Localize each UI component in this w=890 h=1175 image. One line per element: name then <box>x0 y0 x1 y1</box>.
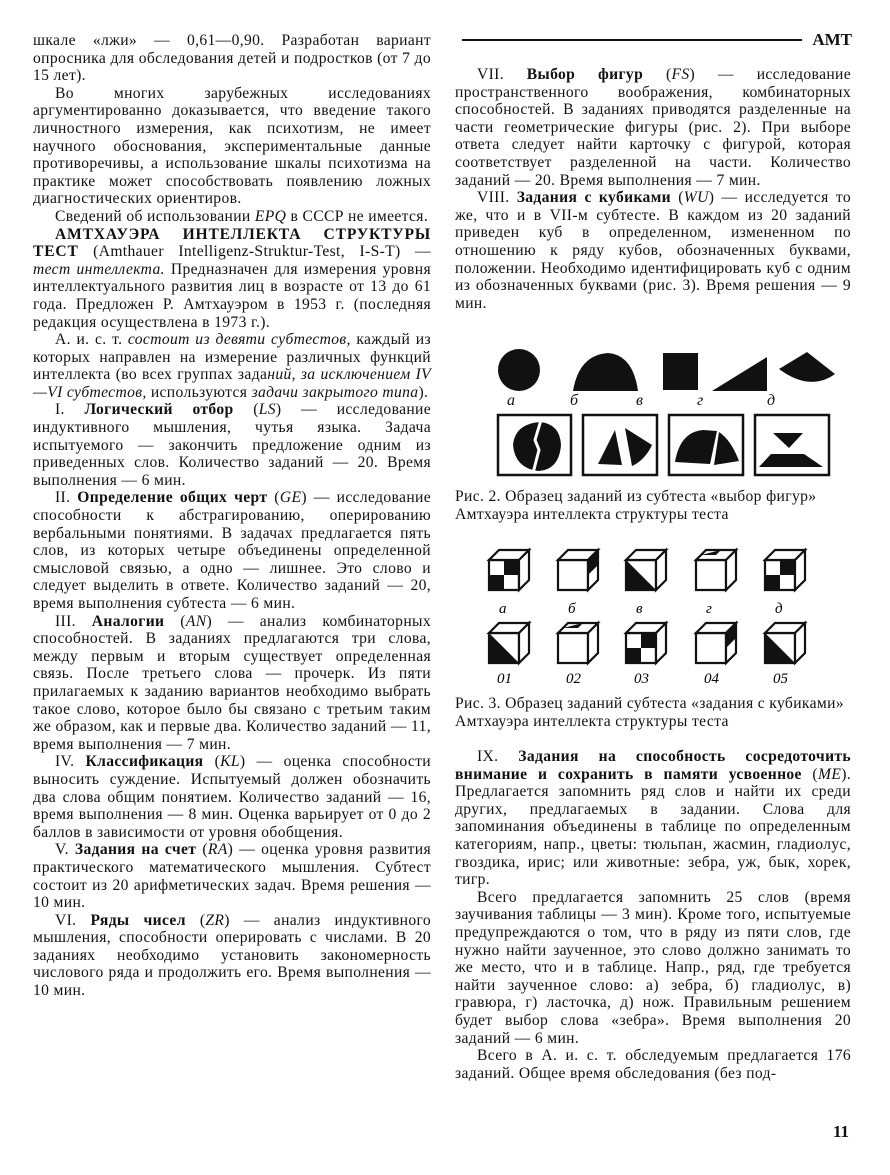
reference-cube <box>558 550 598 590</box>
text-run: задачи закрытого типа <box>251 383 419 401</box>
text-run: ( <box>185 911 206 929</box>
text-run: FS <box>671 66 690 83</box>
subtest-title: Задания с кубиками <box>516 189 672 207</box>
figure-3-answer-label: 02 <box>566 671 581 687</box>
text-run: каждый из которых направлен на измерение различных функций интеллекта (во всех группах зада <box>33 331 431 384</box>
reference-cube <box>765 550 805 590</box>
text-run: ZR <box>205 911 225 929</box>
answer-cube <box>489 623 529 663</box>
text-run: ( <box>196 841 208 859</box>
reference-cube <box>696 550 736 590</box>
answer-cube <box>558 623 598 663</box>
text-run: ) — исследование пространственного воображения, комбинаторных способностей. В заданиях приводятся разделенные на части геометрические фигуры (рис. 2). При выборе ответа следует найти карточку с фигурой, которая соответствует разделенной на части. Количество заданий — 20. Время выполнения — 7 мин. <box>455 66 852 189</box>
text-run: ) — оценка способности выносить суждение. Испытуемый должен обозначить два слова общим понятием. Количество заданий — 16, время выполнения — 8 мин. Оценка варьирует от 0 до 2 баллов в зависимости от уровня обобщения. <box>33 753 431 841</box>
subtest-title: Задания на счет <box>74 841 197 859</box>
paragraph <box>33 489 431 612</box>
text-run: AN <box>185 612 207 630</box>
text-run: ) — исследуется то же, что и в VII-м субтесте. В каждом из 20 заданий приведен куб в определенном, измененном по отношению к ряду кубов, обозначенных буквами, положении. Необходимо идентифицировать куб с одним из обозначенных буквами (рис. 3). Время решения — 9 мин. <box>455 189 851 312</box>
text-run: WU <box>683 189 709 207</box>
text-run: I. <box>55 401 85 419</box>
paragraph <box>455 66 851 189</box>
paragraph <box>33 85 431 208</box>
page-number: 11 <box>833 1122 850 1141</box>
text-run: ( <box>164 612 186 630</box>
text-run: II. <box>55 489 78 507</box>
paragraph <box>455 748 851 889</box>
text-run: VIII. <box>477 189 517 207</box>
answer-cube <box>626 623 666 663</box>
text-run: ) — оценка уровня развития практического математического мышления. Субтест состоит из 20 арифметических задач. Время решения — 10 мин. <box>33 841 432 912</box>
reference-cube <box>626 550 666 590</box>
figure-3-label: д <box>775 601 783 617</box>
paragraph <box>33 753 431 841</box>
text-run: тест интеллекта. <box>33 260 165 278</box>
shape-g-triangle <box>712 357 767 391</box>
text-run: состоит из девяти субтестов, <box>127 331 351 349</box>
figure-2-caption: Рис. 2. Образец заданий из субтеста «выбор фигур» Амтхауэра интеллекта структуры теста <box>455 488 817 523</box>
text-run: шкале «лжи» — 0,61—0,90. Разработан вариант опросника для обследования детей и подростков (от 7 до 15 лет). <box>33 32 431 85</box>
paragraph <box>33 613 431 754</box>
answer-card-1 <box>498 415 571 475</box>
figure-2-label-b: б <box>570 392 579 409</box>
subtest-title: Определение общих черт <box>77 489 268 507</box>
text-run: ( <box>671 189 684 207</box>
text-run: А. и. с. т. <box>55 331 128 349</box>
text-run: RA <box>207 841 228 859</box>
subtest-title: Логический отбор <box>84 401 234 419</box>
subtest-title: Аналогии <box>91 612 165 630</box>
text-run: Всего предлагается запомнить 25 слов (время заучивания таблицы — 3 мин). Кроме того, испытуемые предупреждаются о том, что в ряду из пяти слов, где нужно найти заученное, это слово должно занимать то же место, что и в таблице. Напр., ряд, где требуется найти заученное слово: а) зебра, б) гладиолус, в) гравюра, г) ласточка, д) нож. Правильным решением будет выбор слова «зебра». Время выполнения 20 заданий — 6 мин. <box>455 888 851 1047</box>
paragraph <box>455 1047 851 1082</box>
text-run: III. <box>55 612 92 630</box>
text-run: Во многих зарубежных исследованиях аргументированно доказывается, что введение такого личностного измерения, как психотизм, не имеет научного обоснования, экспериментальные данные противоречивы, а использование шкалы психотизма на практике может способствовать появлению ложных диагностических ориентиров. <box>33 84 431 208</box>
text-run: ) — анализ комбинаторных способностей. В заданиях предлагаются три слова, между первым и вторым существует определенная связь. После третьего слова — прочерк. Из пяти прилагаемых к заданию вариантов необходимо выбрать такое слово, которое было бы связано с третьим таким же образом, как и первые два. Количество заданий — 11, время выполнения — 7 мин. <box>33 612 432 753</box>
text-run: ) — исследование индуктивного мышления, чутья языка. Задача испытуемого — закончить предложение одним из приведенных слов. Количество заданий — 20. Время выполнения — 6 мин. <box>33 401 432 489</box>
text-run: IX. <box>477 748 519 765</box>
text-run: ( <box>267 489 280 507</box>
text-run: в СССР не имеется. <box>286 207 429 225</box>
figure-3-cubes <box>455 545 855 690</box>
figure-3-answer-label: 01 <box>497 671 512 687</box>
subtest-title: Задания на способность сосредоточить внимание и сохранить в памяти усвоенное <box>455 748 852 783</box>
left-column <box>33 32 431 1000</box>
text-run: LS <box>258 401 276 419</box>
answer-card-4 <box>755 415 829 475</box>
text-run: ). Предлагается запомнить ряд слов и найти их среди других, предлагаемых в задании. Слова для запоминания объединены в таблице по определенным категориям, напр., цветы: тюльпан, жасмин, гладиолус, гвоздика, ирис; или животные: зебра, уж, бык, хорек, тигр. <box>455 765 851 889</box>
shape-d-sector <box>779 352 835 382</box>
paragraph <box>33 841 431 911</box>
figure-3-label: в <box>636 601 643 617</box>
text-run: EPQ <box>254 207 287 225</box>
text-run: GE <box>279 489 302 507</box>
figure-3 <box>455 545 855 690</box>
answer-cube <box>765 623 805 663</box>
figure-3-label: г <box>706 601 712 617</box>
running-head <box>462 30 852 50</box>
figure-2-shapes <box>455 340 855 490</box>
running-head-text: АМТ <box>812 30 852 49</box>
text-run: ( <box>203 753 221 771</box>
text-run: (Amthauer Intelligenz-Struktur-Test, I-S-T) — <box>78 243 431 261</box>
figure-2-label-g: г <box>697 392 704 409</box>
shape-a-circle <box>498 349 540 391</box>
text-run: используются <box>146 383 252 401</box>
shape-v-square <box>663 353 698 390</box>
text-run: ний, за исключением IV—VI субтестов, <box>33 366 431 401</box>
text-run: ) — исследование способности к абстрагированию, оперированию вербальными понятиями. В задачах предлагается пять слов, из которых четыре объединены определенной смысловой связью, а одно — лишнее. Это слово и следует выделить в ответе. Количество заданий — 20, время выполнения субтеста — 6 мин. <box>33 489 431 612</box>
text-run: Сведений об использовании <box>55 207 255 225</box>
text-run: ( <box>643 66 672 83</box>
figure-3-answer-label: 03 <box>634 671 649 687</box>
text-run: Предназначен для измерения уровня интеллектуального развития лиц в возрасте от 13 до 61 года. Предложен Р. Амтхауэром в 1953 г. (последняя редакция осуществлена в 1973 г.). <box>33 260 431 331</box>
entry-heading: АМТХАУЭРА ИНТЕЛЛЕКТА СТРУКТУРЫ ТЕСТ <box>33 225 431 261</box>
paragraph <box>33 32 431 85</box>
answer-cube <box>696 623 736 663</box>
figure-3-caption: Рис. 3. Образец заданий субтеста «задания с кубиками» Амтхауэра интеллекта структуры теста <box>455 695 844 730</box>
paragraph <box>455 889 851 1047</box>
subtest-title: Классификация <box>85 753 204 771</box>
paragraph <box>33 401 431 489</box>
figure-2-label-a: а <box>507 392 515 409</box>
right-column-top <box>455 66 851 312</box>
answer-card-3 <box>669 415 743 475</box>
paragraph <box>33 208 431 226</box>
paragraph <box>33 912 431 1000</box>
text-run: ) — анализ индуктивного мышления, способности оперировать с числами. В 20 заданиях необходимо установить закономерность числового ряда и продолжить его. Время выполнения — 10 мин. <box>33 911 432 1000</box>
paragraph <box>33 226 431 332</box>
text-run: VI. <box>55 911 91 929</box>
figure-3-label: а <box>499 601 507 617</box>
reference-cube <box>489 550 529 590</box>
figure-3-answer-label: 04 <box>704 671 719 687</box>
text-run: VII. <box>477 66 527 83</box>
text-run: ). <box>418 383 429 401</box>
shape-b-half-disc <box>573 353 638 391</box>
figure-3-answer-label: 05 <box>773 671 788 687</box>
text-run: ME <box>817 765 842 783</box>
text-run: ( <box>233 401 259 419</box>
paragraph <box>33 331 431 401</box>
paragraph <box>455 189 851 312</box>
figure-2-label-v: в <box>636 392 643 409</box>
figure-2 <box>455 340 855 490</box>
text-run: IV. <box>55 753 86 771</box>
text-run: Всего в А. и. с. т. обследуемым предлагается 176 заданий. Общее время обследования (без под- <box>455 1047 851 1082</box>
header-rule <box>462 39 802 41</box>
text-run: ( <box>801 765 818 783</box>
text-run: KL <box>220 753 240 771</box>
text-run: V. <box>55 841 75 859</box>
figure-3-label: б <box>568 601 576 617</box>
figure-2-label-d: д <box>767 392 776 409</box>
subtest-title: Выбор фигур <box>526 66 644 83</box>
subtest-title: Ряды чисел <box>90 911 186 929</box>
answer-card-2 <box>583 415 657 475</box>
right-column-bottom <box>455 748 851 1082</box>
